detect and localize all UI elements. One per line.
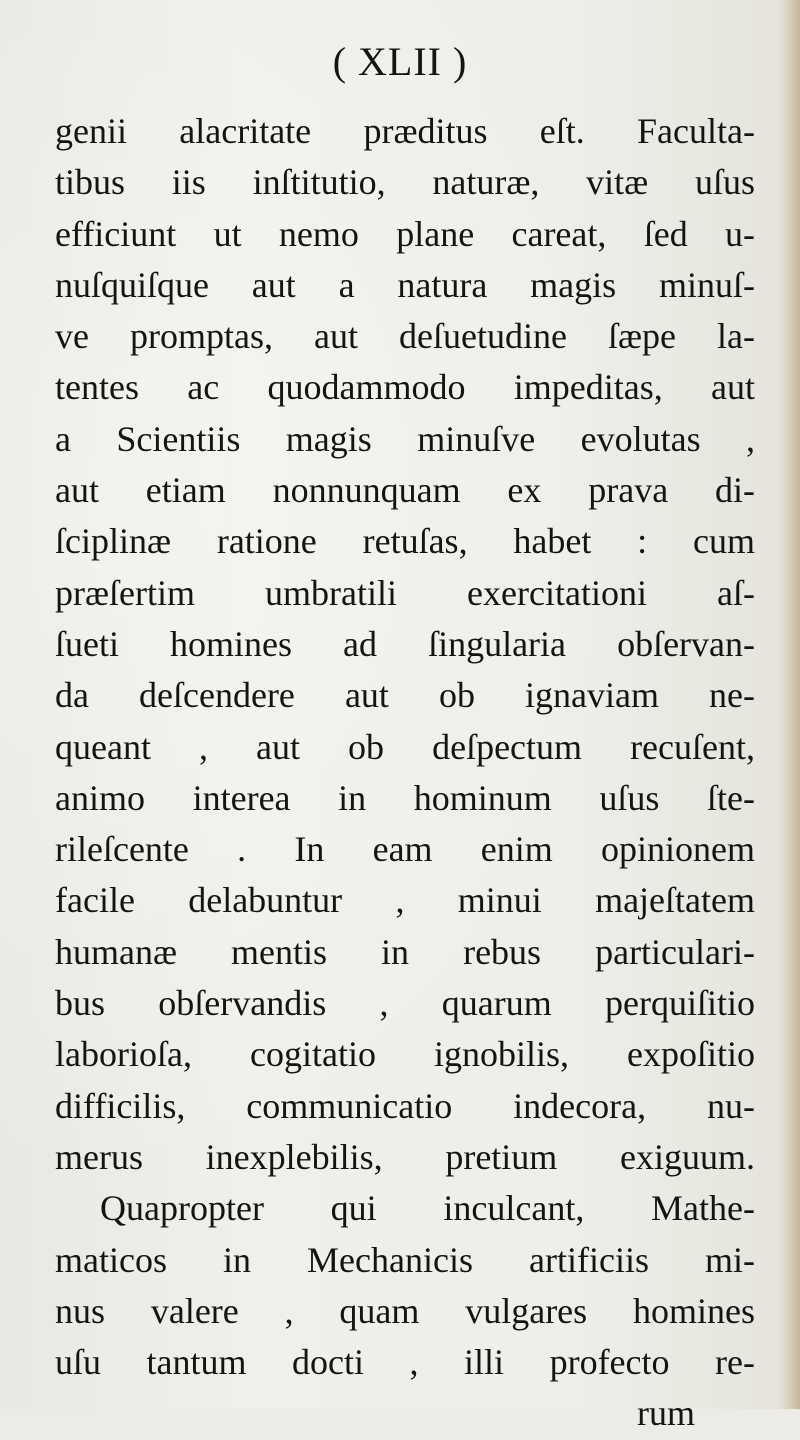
catchword: rum <box>637 1393 695 1434</box>
page-edge-shadow <box>778 0 800 1409</box>
text-line: ſciplinæ ratione retuſas, habet : cum <box>55 521 755 562</box>
text-line: laborioſa, cogitatio ignobilis, expoſitio <box>55 1034 755 1075</box>
text-line: nus valere , quam vulgares homines <box>55 1290 755 1331</box>
text-line: queant , aut ob deſpectum recuſent, <box>55 726 755 767</box>
text-line: uſu tantum docti , illi profecto re- <box>55 1342 755 1383</box>
text-line: ſueti homines ad ſingularia obſervan- <box>55 623 755 664</box>
text-line: aut etiam nonnunquam ex prava di- <box>55 470 755 511</box>
text-line: rileſcente . In eam enim opinionem <box>55 829 755 870</box>
text-line: humanæ mentis in rebus particulari- <box>55 931 755 972</box>
text-line: a Scientiis magis minuſve evolutas , <box>55 418 755 459</box>
text-line: præſertim umbratili exercitationi aſ- <box>55 572 755 613</box>
text-line: merus inexplebilis, pretium exiguum. <box>55 1136 755 1177</box>
running-head: ( XLII ) <box>332 39 468 84</box>
text-line: da deſcendere aut ob ignaviam ne- <box>55 675 755 716</box>
text-line: genii alacritate præditus eſt. Faculta- <box>55 111 755 151</box>
text-line: efficiunt ut nemo plane careat, ſed u- <box>55 213 755 254</box>
text-line-paragraph-start: Quapropter qui inculcant, Mathe- <box>100 1188 755 1229</box>
text-line: difficilis, communicatio indecora, nu- <box>55 1085 755 1126</box>
text-line: tentes ac quodammodo impeditas, aut <box>55 367 755 408</box>
text-line: maticos in Mechanicis artificiis mi- <box>55 1239 755 1280</box>
text-line: ve promptas, aut deſuetudine ſæpe la- <box>55 316 755 357</box>
text-line: bus obſervandis , quarum perquiſitio <box>55 983 755 1024</box>
text-line: tibus iis inſtitutio, naturæ, vitæ uſus <box>55 162 755 203</box>
body-text <box>55 106 755 1440</box>
text-line: animo interea in hominum uſus ſte- <box>55 777 755 818</box>
text-line: facile delabuntur , minui majeſtatem <box>55 880 755 921</box>
text-line: nuſquiſque aut a natura magis minuſ- <box>55 264 755 305</box>
